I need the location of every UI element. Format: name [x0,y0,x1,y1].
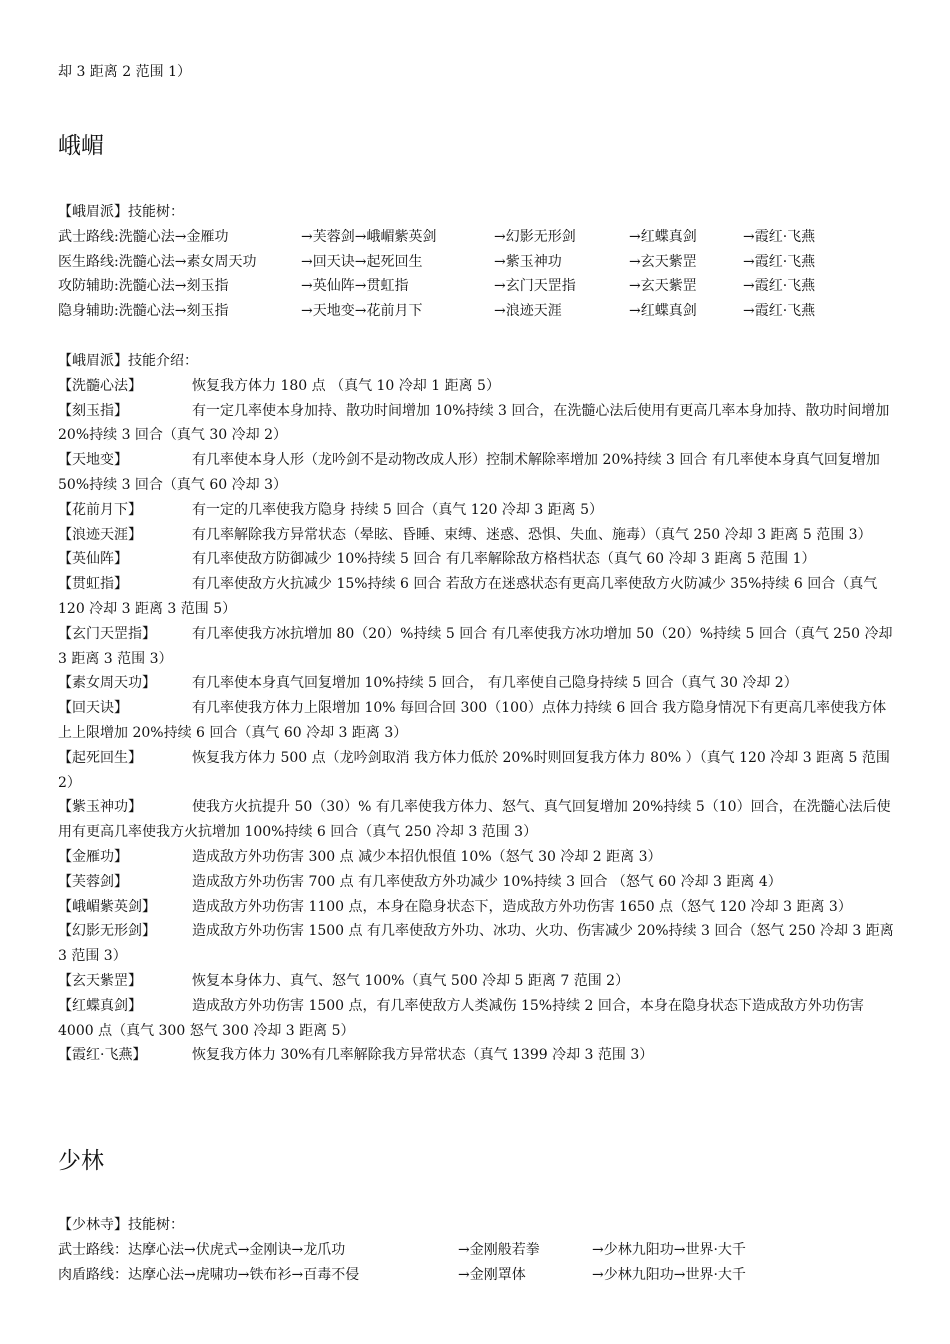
skill-entry [58,622,894,672]
skill-name: 【浪迹天涯】 [58,526,142,543]
tree-cell: →天地变→花前月下 [301,303,423,320]
emei-tree-section [58,200,894,324]
skill-name: 【紫玉神功】 [58,799,142,816]
shaolin-tree-table [58,1238,894,1288]
tree-cell: →少林九阳功→世界·大千 [592,1266,746,1283]
skill-description: 造成敌方外功伤害 300 点 减少本招仇恨值 10%（怒气 30 冷却 2 距离 3） [192,848,662,865]
skill-entry [58,523,894,548]
top-fragment: 却 3 距离 2 范围 1） [58,64,191,80]
tree-cell: →玄门天罡指 [494,278,576,295]
tree-row [58,250,894,275]
skill-entry [58,399,894,449]
skill-description: 恢复我方体力 30%有几率解除我方异常状态（真气 1399 冷却 3 范围 3） [192,1047,654,1064]
skill-name: 【回天诀】 [58,700,128,717]
skill-name: 【洗髓心法】 [58,377,142,394]
tree-cell: →霞红·飞燕 [743,228,816,245]
skill-entry [58,919,894,969]
skill-description: 有一定几率使本身加持、散功时间增加 10%持续 3 回合，在洗髓心法后使用有更高几率本身加持、散功时间增加 20%持续 3 回合（真气 30 冷却 2） [58,402,890,444]
shaolin-tree-section [58,1213,894,1287]
tree-cell: →玄天紫罡 [629,253,697,270]
tree-cell: →浪迹天涯 [494,303,562,320]
tree-cell: →幻影无形剑 [494,228,576,245]
skill-description: 有几率使本身真气回复增加 10%持续 5 回合， 有几率使自己隐身持续 5 回合（真气 30 冷却 2） [192,675,798,692]
skill-description: 恢复本身体力、真气、怒气 100%（真气 500 冷却 5 距离 7 范围 2） [192,972,630,989]
tree-cell: →金刚罩体 [458,1266,526,1283]
skill-entry [58,696,894,746]
tree-cell: 武士路线：达摩心法→伏虎式→金刚诀→龙爪功 [58,1241,346,1258]
skill-description: 使我方火抗提升 50（30）% 有几率使我方体力、怒气、真气回复增加 20%持续 5（10）回合，在洗髓心法后使用有更高几率使我方火抗增加 100%持续 6 回合（真气 250 冷却 3 范围 3） [58,799,891,841]
skill-name: 【幻影无形剑】 [58,923,156,940]
skill-description: 恢复我方体力 180 点 （真气 10 冷却 1 距离 5） [192,377,500,394]
shaolin-heading: 少林 [58,1148,104,1174]
skill-description: 有几率使敌方防御减少 10%持续 5 回合 有几率解除敌方格档状态（真气 60 冷却 3 距离 5 范围 1） [192,551,816,568]
skill-entry [58,374,894,399]
skill-entry [58,547,894,572]
skill-name: 【金雁功】 [58,848,128,865]
emei-intro-title: 【峨眉派】技能介绍： [58,353,198,369]
emei-intro-section [58,349,894,1068]
skill-entry [58,448,894,498]
tree-cell: 医生路线:洗髓心法→素女周天功 [58,253,257,270]
skill-entry [58,895,894,920]
skill-entry [58,746,894,796]
tree-cell: 武士路线:洗髓心法→金雁功 [58,228,229,245]
tree-row [58,1238,894,1263]
skill-description: 有几率使我方体力上限增加 10% 每回合回 300（100）点体力持续 6 回合 我方隐身情况下有更高几率使我方体上上限增加 20%持续 6 回合（真气 60 冷却 3 距离 3） [58,700,887,741]
skill-name: 【天地变】 [58,452,128,469]
tree-cell: →少林九阳功→世界·大千 [592,1241,746,1258]
skill-entry [58,498,894,523]
skill-description: 造成敌方外功伤害 1500 点，有几率使敌方人类减伤 15%持续 2 回合，本身在隐身状态下造成敌方外功伤害 4000 点（真气 300 怒气 300 冷却 3 距离 5） [58,997,864,1039]
skill-description: 有一定的几率使我方隐身 持续 5 回合（真气 120 冷却 3 距离 5） [192,501,604,518]
tree-cell: →回天诀→起死回生 [301,253,423,270]
tree-cell: 肉盾路线：达摩心法→虎啸功→铁布衫→百毒不侵 [58,1266,360,1283]
skill-name: 【芙蓉剑】 [58,873,128,890]
skill-description: 造成敌方外功伤害 1100 点，本身在隐身状态下，造成敌方外功伤害 1650 点（怒气 120 冷却 3 距离 3） [192,898,852,915]
skill-entry [58,994,894,1044]
tree-cell: →金刚般若拳 [458,1241,540,1258]
skill-description: 造成敌方外功伤害 1500 点 有几率使敌方外功、冰功、火功、伤害减少 20%持续 3 回合（怒气 250 冷却 3 距离 3 范围 3） [58,923,894,965]
tree-cell: →霞红·飞燕 [743,303,816,320]
emei-tree-table [58,225,894,324]
skill-name: 【玄天紫罡】 [58,972,142,989]
emei-tree-title: 【峨眉派】技能树： [58,204,184,220]
skill-description: 有几率解除我方异常状态（晕眩、昏睡、束缚、迷惑、恐惧、失血、施毒）（真气 250 冷却 3 距离 5 范围 3） [192,526,872,543]
skill-name: 【峨嵋紫英剑】 [58,898,156,915]
skill-name: 【玄门天罡指】 [58,625,156,642]
skill-entry [58,1043,894,1068]
tree-cell: →英仙阵→贯虹指 [301,278,409,295]
skill-description: 有几率使本身人形（龙吟剑不是动物改成人形）控制术解除率增加 20%持续 3 回合 有几率使本身真气回复增加 50%持续 3 回合（真气 60 冷却 3） [58,452,880,493]
tree-cell: 攻防辅助:洗髓心法→刻玉指 [58,278,229,295]
skill-name: 【贯虹指】 [58,576,128,593]
skill-name: 【霞红·飞燕】 [58,1047,147,1064]
tree-cell: 隐身辅助:洗髓心法→刻玉指 [58,303,229,320]
shaolin-tree-title: 【少林寺】技能树： [58,1217,184,1233]
skill-entry [58,969,894,994]
tree-cell: →紫玉神功 [494,253,562,270]
skill-description: 有几率使我方冰抗增加 80（20）%持续 5 回合 有几率使我方冰功增加 50（20）%持续 5 回合（真气 250 冷却 3 距离 3 范围 3） [58,625,893,667]
skill-name: 【刻玉指】 [58,402,128,419]
skill-description: 恢复我方体力 500 点（龙吟剑取消 我方体力低於 20%时则回复我方体力 80% ）（真气 120 冷却 3 距离 5 范围 2） [58,749,890,791]
skill-name: 【花前月下】 [58,501,142,518]
skill-name: 【英仙阵】 [58,551,128,568]
tree-cell: →霞红·飞燕 [743,278,816,295]
skill-name: 【红蝶真剑】 [58,997,142,1014]
skill-entry [58,572,894,622]
skill-description: 造成敌方外功伤害 700 点 有几率使敌方外功减少 10%持续 3 回合 （怒气 60 冷却 3 距离 4） [192,873,782,890]
skill-entry [58,845,894,870]
tree-cell: →芙蓉剑→峨嵋紫英剑 [301,228,437,245]
skill-entry [58,795,894,845]
skill-entry [58,671,894,696]
tree-row [58,1263,894,1288]
tree-cell: →红蝶真剑 [629,303,697,320]
skill-name: 【素女周天功】 [58,675,156,692]
tree-row [58,274,894,299]
skill-entry [58,870,894,895]
skill-name: 【起死回生】 [58,749,142,766]
tree-row [58,299,894,324]
emei-heading: 峨嵋 [58,133,104,159]
emei-skill-list [58,374,894,1068]
tree-cell: →红蝶真剑 [629,228,697,245]
tree-row [58,225,894,250]
tree-cell: →霞红·飞燕 [743,253,816,270]
skill-description: 有几率使敌方火抗减少 15%持续 6 回合 若敌方在迷惑状态有更高几率使敌方火防减少 35%持续 6 回合（真气 120 冷却 3 距离 3 范围 5） [58,576,878,617]
tree-cell: →玄天紫罡 [629,278,697,295]
